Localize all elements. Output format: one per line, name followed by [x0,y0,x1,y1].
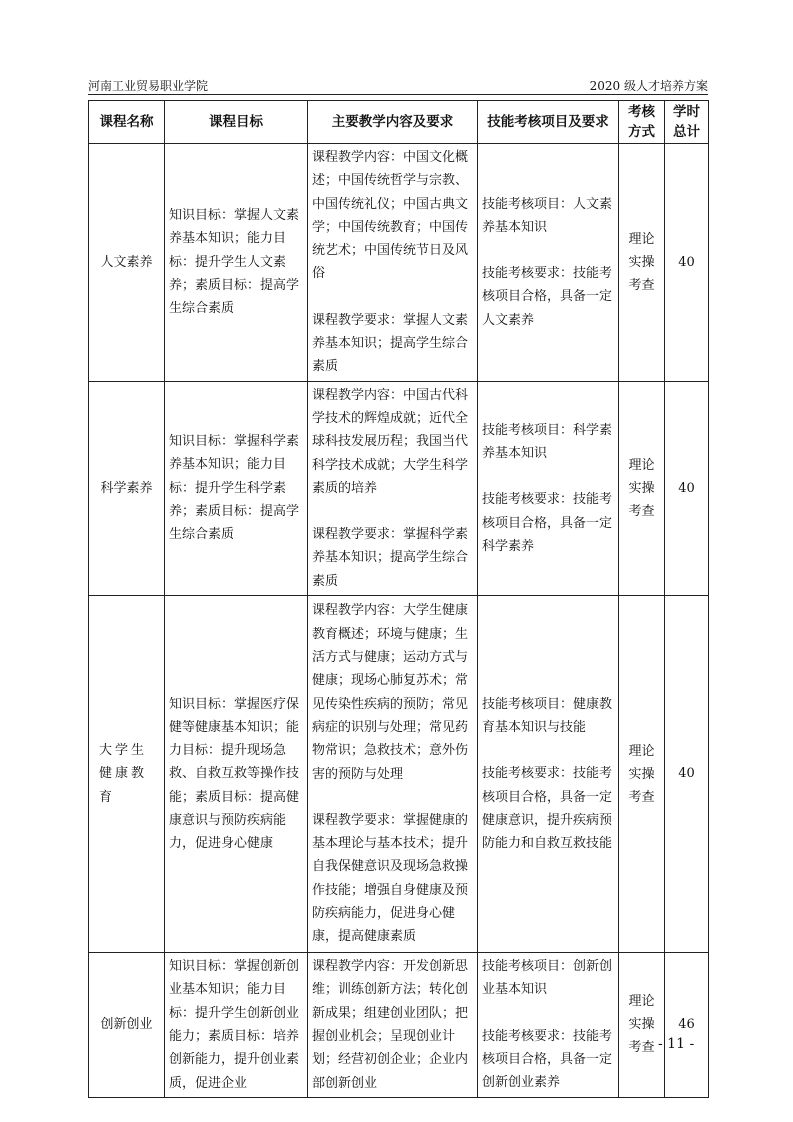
course-hours: 40 [665,144,709,382]
course-hours: 40 [665,381,709,595]
table-row [89,953,709,1098]
col-header-goal: 课程目标 [165,101,308,144]
course-assessment-method: 理论 实操 考查 [619,596,665,953]
course-skill: 技能考核项目：创新创业基本知识 技能考核要求：技能考核项目合格，具备一定创新创业素养 [478,953,619,1098]
col-header-skill: 技能考核项目及要求 [478,101,619,144]
page-number: - 11 - [658,1036,695,1052]
table-row [89,596,709,953]
course-name: 大学生健康教育 [89,596,165,953]
course-goal: 知识目标：掌握创新创业基本知识；能力目标：提升学生创新创业能力；素质目标：培养创新能力，提升创业素质，促进企业 [165,953,308,1098]
course-assessment-method: 理论 实操 考查 [619,381,665,595]
course-hours: 46 [665,953,709,1098]
school-name: 河南工业贸易职业学院 [88,79,209,93]
col-header-name: 课程名称 [89,101,165,144]
course-name: 科学素养 [89,381,165,595]
course-name: 创新创业 [89,953,165,1098]
course-skill: 技能考核项目：科学素养基本知识 技能考核要求：技能考核项目合格，具备一定科学素养 [478,381,619,595]
course-content: 课程教学内容：大学生健康教育概述；环境与健康；生活方式与健康；运动方式与健康；现场心肺复苏术；常见传染性疾病的预防；常见病症的识别与处理；常见药物常识；急救技术；意外伤害的预防与处理 课程教学要求：掌握健康的基本理论与基本技术；提升自我保健意识及现场急救操作技能；增强自身健康及预防疾病能力，促进身心健康，提高健康素质 [308,596,478,953]
course-table [88,100,709,1098]
course-skill: 技能考核项目：健康教育基本知识与技能 技能考核要求：技能考核项目合格，具备一定健康意识，提升疾病预防能力和自救互救技能 [478,596,619,953]
col-header-method: 考核 方式 [619,101,665,144]
course-content: 课程教学内容：开发创新思维；训练创新方法；转化创新成果；组建创业团队；把握创业机会；呈现创业计划；经营初创企业；企业内部创新创业 [308,953,478,1098]
course-content: 课程教学内容：中国古代科学技术的辉煌成就；近代全球科技发展历程；我国当代科学技术成就；大学生科学素质的培养 课程教学要求：掌握科学素养基本知识；提高学生综合素质 [308,381,478,595]
col-header-content: 主要教学内容及要求 [308,101,478,144]
course-goal: 知识目标：掌握科学素养基本知识；能力目标：提升学生科学素养；素质目标：提高学生综合素质 [165,381,308,595]
course-skill: 技能考核项目：人文素养基本知识 技能考核要求：技能考核项目合格，具备一定人文素养 [478,144,619,382]
document-title: 2020 级人才培养方案 [589,79,708,93]
page-header [88,74,708,95]
col-header-hours: 学时 总计 [665,101,709,144]
table-row [89,381,709,595]
table-header-row [89,101,709,144]
course-goal: 知识目标：掌握人文素养基本知识；能力目标：提升学生人文素养；素质目标：提高学生综合素质 [165,144,308,382]
course-hours: 40 [665,596,709,953]
course-content: 课程教学内容：中国文化概述；中国传统哲学与宗教、中国传统礼仪；中国古典文学；中国传统教育；中国传统艺术；中国传统节日及风俗 课程教学要求：掌握人文素养基本知识；提高学生综合素质 [308,144,478,382]
course-goal: 知识目标：掌握医疗保健等健康基本知识；能力目标：提升现场急救、自救互救等操作技能；素质目标：提高健康意识与预防疾病能力，促进身心健康 [165,596,308,953]
course-assessment-method: 理论 实操 考查 [619,953,665,1098]
course-assessment-method: 理论 实操 考查 [619,144,665,382]
table-row [89,144,709,382]
course-name: 人文素养 [89,144,165,382]
